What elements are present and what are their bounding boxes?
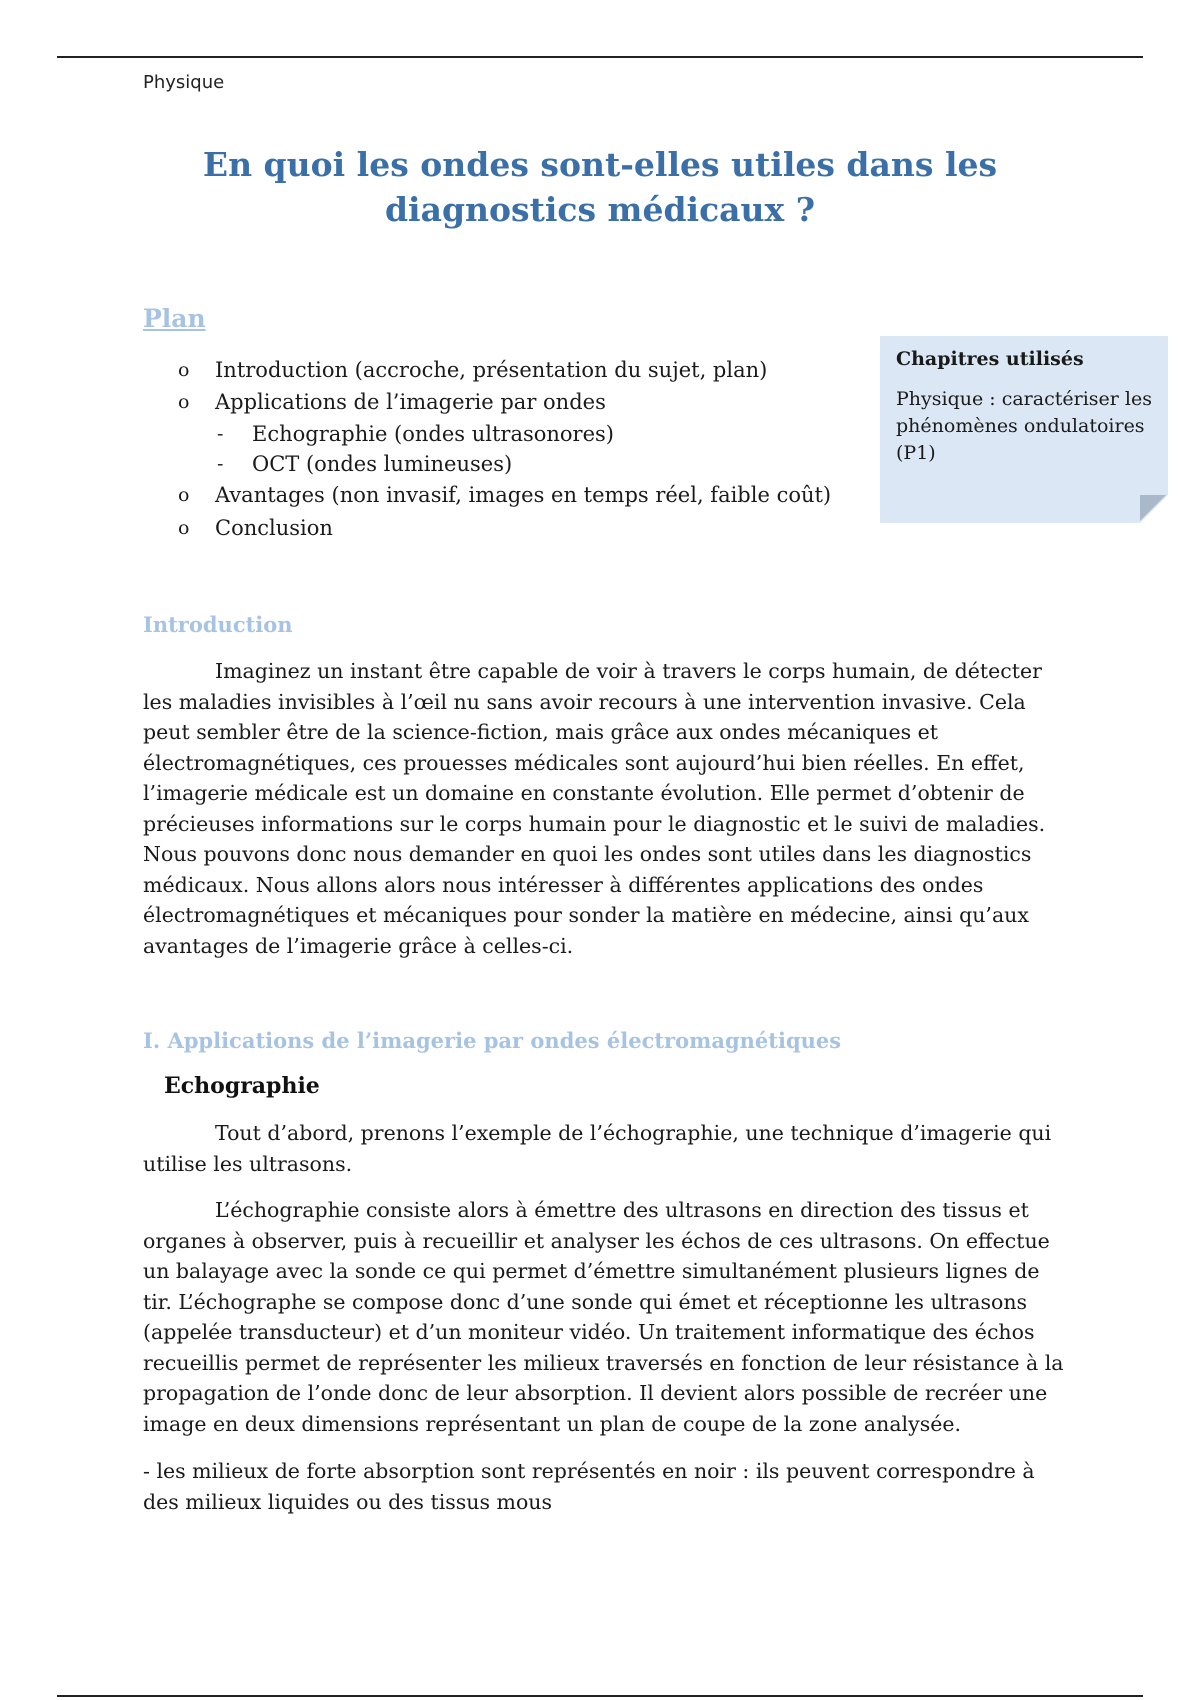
plan-item-text: Applications de l’imagerie par ondes <box>215 390 606 414</box>
bullet-dash-icon: - <box>217 423 224 445</box>
bullet-o-icon: o <box>178 359 190 381</box>
echographie-paragraph-1: Tout d’abord, prenons l’exemple de l’échographie, une technique d’imagerie qui utilise les ultrasons. <box>143 1121 1052 1176</box>
echographie-paragraph-3: - les milieux de forte absorption sont représentés en noir : ils peuvent correspondre à des milieux liquides ou des tissus mous <box>143 1459 1035 1514</box>
subject-label: Physique <box>143 72 225 93</box>
bullet-o-icon: o <box>178 517 190 539</box>
bullet-o-icon: o <box>178 391 190 413</box>
introduction-heading: Introduction <box>143 612 293 637</box>
plan-heading: Plan <box>143 304 206 333</box>
introduction-paragraph: Imaginez un instant être capable de voir à travers le corps humain, de détecter les maladies invisibles à l’œil nu sans avoir recours à une intervention invasive. Cela peut sembler être de la science-fiction, mais grâce aux ondes mécaniques et électromagnétiques, ces prouesses médicales sont aujourd’hui bien réelles. En effet, l’imagerie médicale est un domaine en constante évolution. Elle permet d’obtenir de précieuses informations sur le corps humain pour le diagnostic et le suivi de maladies. Nous pouvons donc nous demander en quoi les ondes sont utiles dans les diagnostics médicaux. Nous allons alors nous intéresser à différentes applications des ondes électromagnétiques et mécaniques pour sonder la matière en médecine, ainsi qu’aux avantages de l’imagerie grâce à celles-ci. <box>143 659 1046 958</box>
document-title: En quoi les ondes sont-elles utiles dans les diagnostics médicaux ? <box>202 145 998 229</box>
plan-item-text: Conclusion <box>215 516 333 540</box>
plan-subitem-text: OCT (ondes lumineuses) <box>252 452 513 476</box>
echographie-subheading: Echographie <box>164 1073 320 1099</box>
note-title: Chapitres utilisés <box>896 348 1084 370</box>
chapters-note <box>880 336 1168 523</box>
header-rule <box>57 56 1143 58</box>
plan-subitem-text: Echographie (ondes ultrasonores) <box>252 422 614 446</box>
bullet-dash-icon: - <box>217 453 224 475</box>
echographie-paragraph-2: L’échographie consiste alors à émettre des ultrasons en direction des tissus et organes à observer, puis à recueillir et analyser les échos de ces ultrasons. On effectue un balayage avec la sonde ce qui permet d’émettre simultanément plusieurs lignes de tir. L’échographe se compose donc d’une sonde qui émet et réceptionne les ultrasons (appelée transducteur) et d’un moniteur vidéo. Un traitement informatique des échos recueillis permet de représenter les milieux traversés en fonction de leur résistance à la propagation de l’onde donc de leur absorption. Il devient alors possible de recréer une image en deux dimensions représentant un plan de coupe de la zone analysée. <box>143 1198 1064 1436</box>
page-curl-shadow <box>1140 495 1166 521</box>
section-1-heading: I. Applications de l’imagerie par ondes électromagnétiques <box>143 1028 842 1053</box>
plan-item-text: Avantages (non invasif, images en temps réel, faible coût) <box>215 483 832 507</box>
bullet-o-icon: o <box>178 484 190 506</box>
note-body: Physique : caractériser les phénomènes ondulatoires (P1) <box>896 388 1152 464</box>
footer-rule <box>57 1695 1143 1697</box>
plan-item-text: Introduction (accroche, présentation du sujet, plan) <box>215 358 768 382</box>
